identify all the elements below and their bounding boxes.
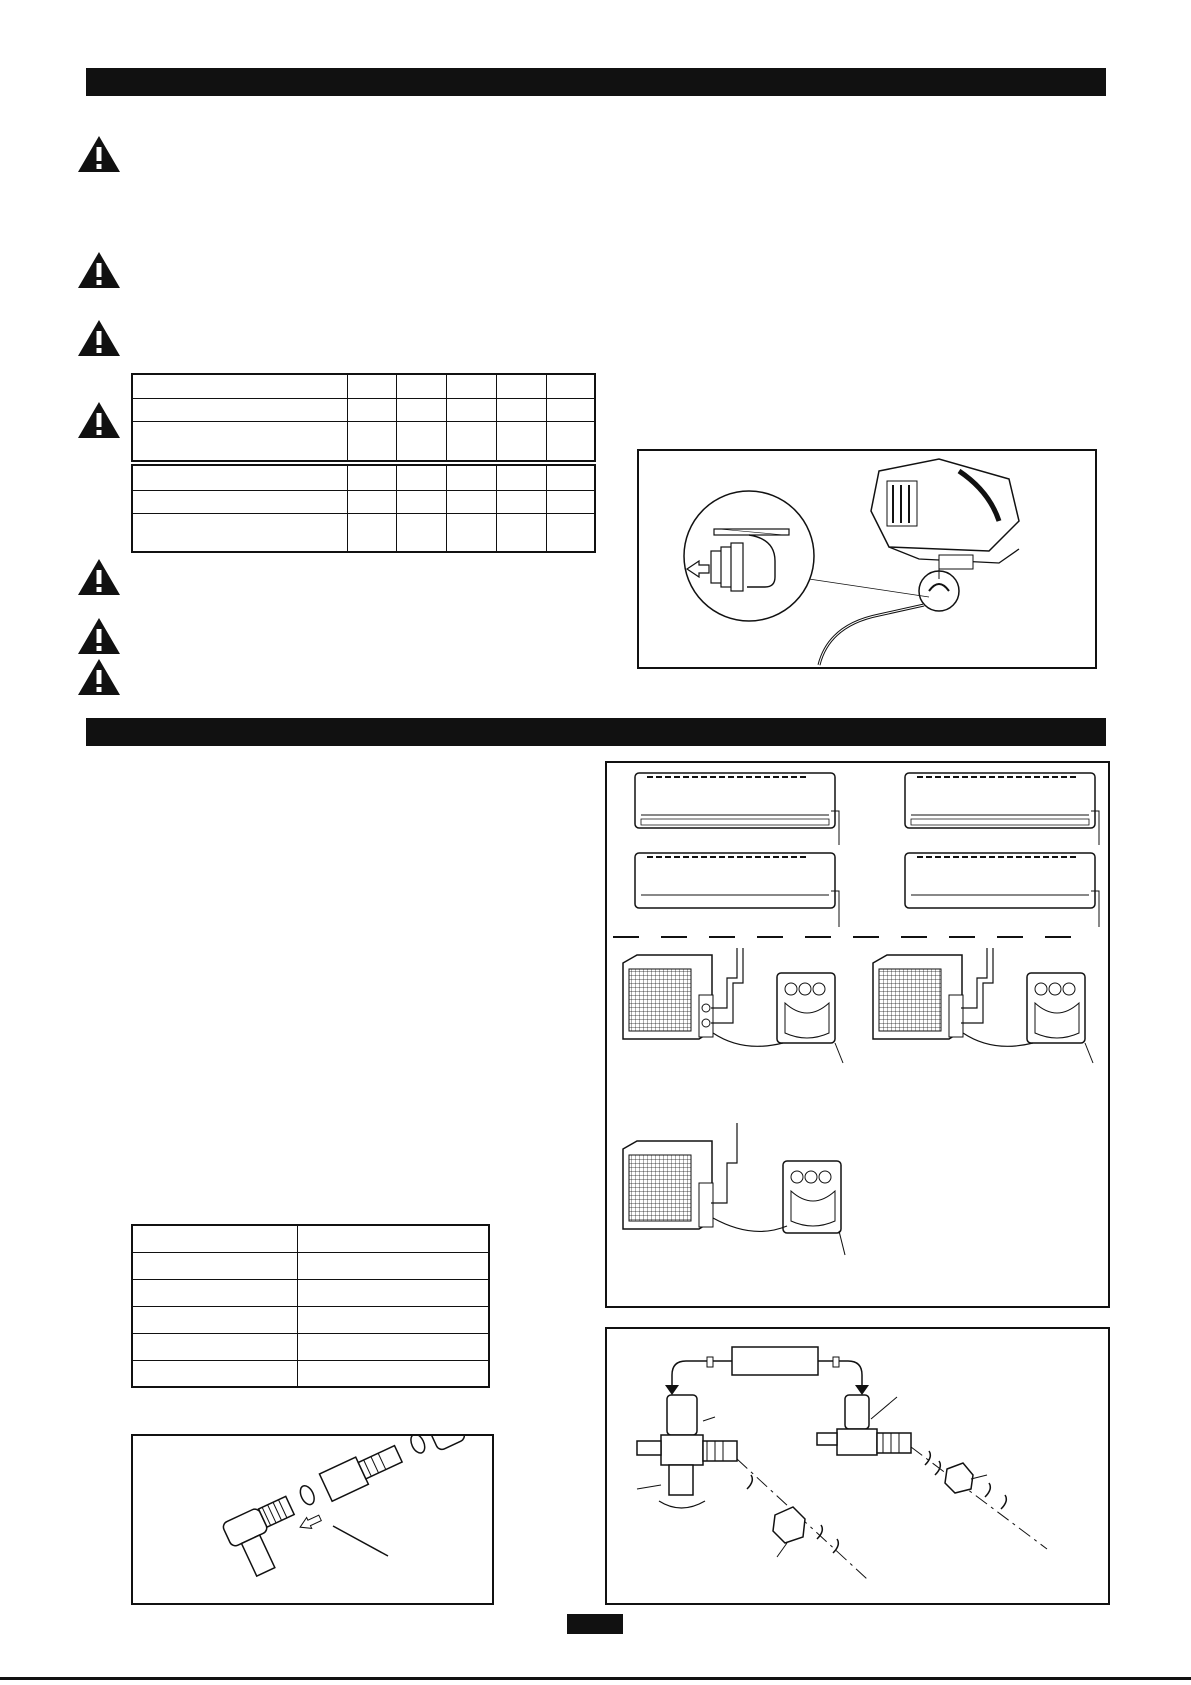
table-row (132, 490, 595, 513)
spec-table-b (131, 464, 596, 553)
table-row (132, 513, 595, 552)
table-row (132, 1279, 489, 1306)
outdoor-unit (873, 948, 993, 1039)
table-row (132, 465, 595, 490)
separator-dash (757, 936, 783, 938)
warning-triangle-icon (76, 318, 122, 358)
section-header-bar (86, 718, 1106, 746)
separator-dash (901, 936, 927, 938)
indoor-unit (905, 853, 1099, 927)
table-row (132, 1360, 489, 1387)
indoor-unit (905, 773, 1099, 845)
separator-dash (805, 936, 831, 938)
table-row (132, 374, 595, 398)
vacuum-procedure-illustration (605, 761, 1110, 1308)
separator-dash (997, 936, 1023, 938)
table-row (132, 1333, 489, 1360)
gauge-manifold (713, 1161, 845, 1255)
warning-triangle-icon (76, 400, 122, 440)
service-valve (637, 1395, 737, 1508)
drain-hose-illustration (637, 449, 1097, 669)
separator-dash (709, 936, 735, 938)
footer-rule (0, 1677, 1191, 1680)
separator-dash (613, 936, 639, 938)
page-number-box (567, 1614, 623, 1634)
table-row (132, 1225, 489, 1252)
separator-dash (661, 936, 687, 938)
table-row (132, 1252, 489, 1279)
outdoor-unit (623, 1123, 737, 1229)
table-row (132, 1306, 489, 1333)
warning-triangle-icon (76, 557, 122, 597)
warning-triangle-icon (76, 134, 122, 174)
indoor-unit (635, 773, 839, 845)
spec-table-a (131, 373, 596, 462)
separator-dash (1045, 936, 1071, 938)
warning-triangle-icon (76, 616, 122, 656)
warning-triangle-icon (76, 657, 122, 697)
separator-dash (853, 936, 879, 938)
table-row (132, 421, 595, 461)
flare-fitting-illustration (131, 1434, 494, 1605)
spec-table-c (131, 1224, 490, 1388)
warning-triangle-icon (76, 250, 122, 290)
section-header-bar (86, 68, 1106, 96)
indoor-unit (635, 853, 839, 927)
service-valve (817, 1395, 911, 1455)
separator-dash (949, 936, 975, 938)
service-valve-illustration (605, 1327, 1110, 1605)
table-row (132, 398, 595, 421)
outdoor-unit (623, 948, 743, 1039)
